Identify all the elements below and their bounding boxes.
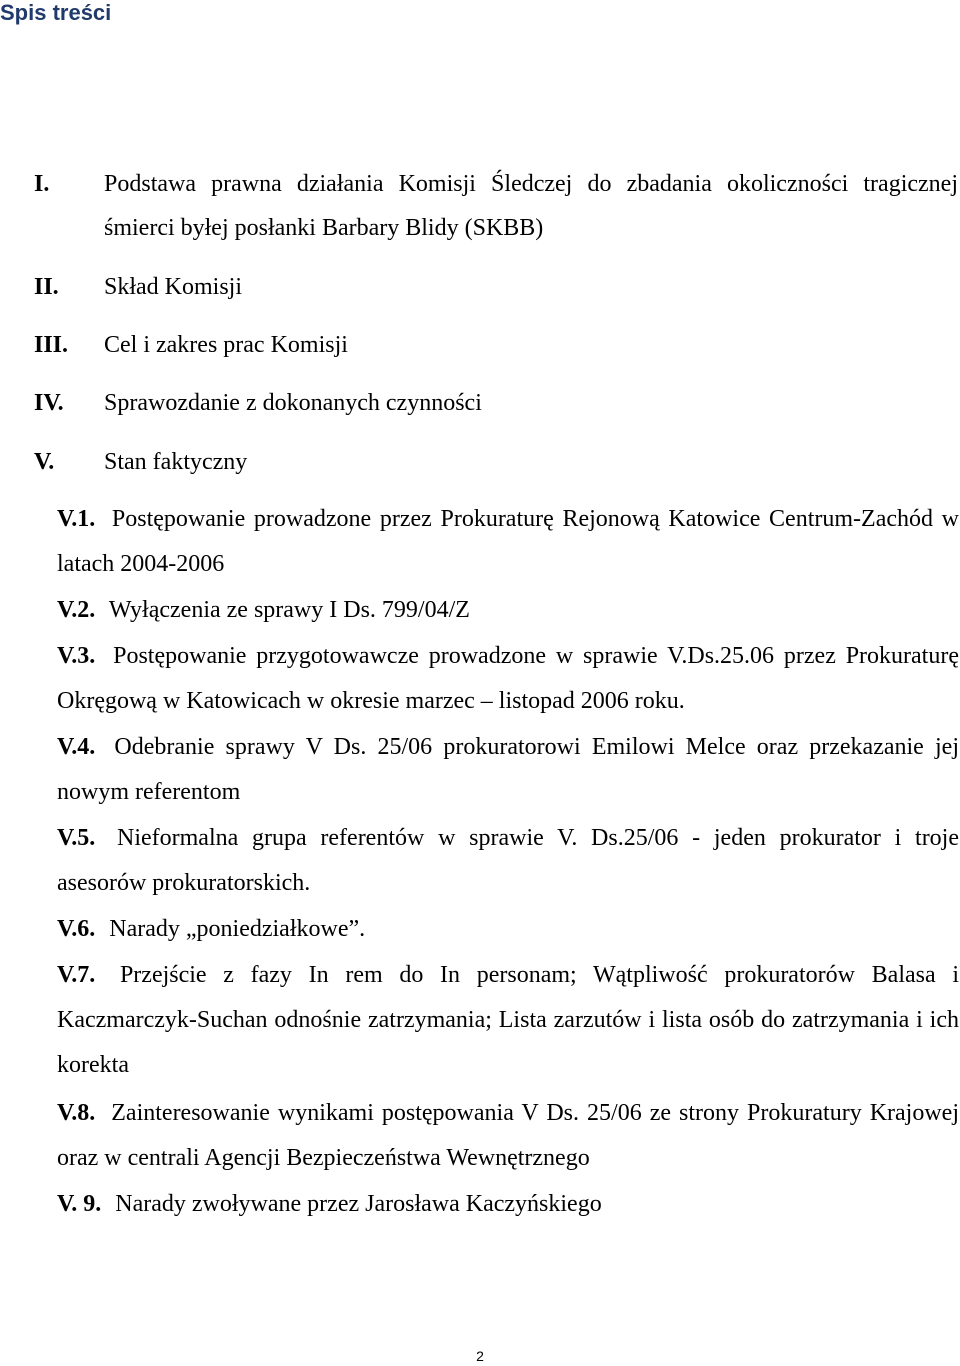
toc-entry-number: V. bbox=[34, 449, 55, 475]
toc-subentry-v5[interactable] bbox=[57, 816, 959, 906]
toc-entry-number: III. bbox=[34, 332, 69, 358]
toc-subentry-v6[interactable] bbox=[57, 907, 959, 952]
toc-subentry-v7[interactable] bbox=[57, 953, 959, 1088]
toc-entry-number: I. bbox=[34, 171, 50, 197]
toc-subentry-number: V.3. bbox=[57, 643, 96, 669]
toc-subentry-v1[interactable] bbox=[57, 497, 959, 587]
toc-subentry-v9[interactable] bbox=[57, 1182, 959, 1227]
toc-subentry-number: V.8. bbox=[57, 1100, 96, 1126]
toc-subentry-text: Postępowanie prowadzone przez Prokuraturę Rejonową Katowice Centrum-Zachód w latach 2004-2006 bbox=[57, 506, 959, 577]
toc-entry-text: Sprawozdanie z dokonanych czynności bbox=[104, 390, 482, 416]
toc-entry-number: IV. bbox=[34, 390, 64, 416]
toc-subentry-number: V.7. bbox=[57, 962, 96, 988]
toc-subentry-text: Wyłączenia ze sprawy I Ds. 799/04/Z bbox=[108, 597, 470, 623]
toc-subentry-text: Zainteresowanie wynikami postępowania V Ds. 25/06 ze strony Prokuratury Krajowej oraz w centrali Agencji Bezpieczeństwa Wewnętrznego bbox=[57, 1100, 959, 1171]
toc-subentry-number: V. 9. bbox=[57, 1191, 102, 1217]
toc-subentry-v2[interactable] bbox=[57, 588, 959, 633]
toc-subentry-v8[interactable] bbox=[57, 1091, 959, 1181]
toc-subentry-number: V.2. bbox=[57, 597, 96, 623]
toc-subentry-v4[interactable] bbox=[57, 725, 959, 815]
toc-entry-text: Stan faktyczny bbox=[104, 449, 248, 475]
page-number: 2 bbox=[476, 1348, 484, 1364]
toc-subentry-text: Odebranie sprawy V Ds. 25/06 prokuratorowi Emilowi Melce oraz przekazanie jej nowym referentom bbox=[57, 734, 959, 805]
toc-subentry-text: Narady zwoływane przez Jarosława Kaczyńskiego bbox=[115, 1191, 602, 1217]
toc-subentry-number: V.5. bbox=[57, 825, 96, 851]
toc-subentry-text: Narady „poniedziałkowe”. bbox=[109, 916, 366, 942]
toc-entry-text: Skład Komisji bbox=[104, 274, 243, 300]
toc-entry-text: Podstawa prawna działania Komisji Śledczej do zbadania okoliczności tragicznej śmierci byłej posłanki Barbary Blidy (SKBB) bbox=[104, 171, 958, 241]
toc-subentry-text: Nieformalna grupa referentów w sprawie V. Ds.25/06 - jeden prokurator i troje asesorów prokuratorskich. bbox=[57, 825, 959, 896]
page-title: Spis treści bbox=[0, 0, 112, 25]
toc-subentry-number: V.1. bbox=[57, 506, 96, 532]
toc-subentry-number: V.6. bbox=[57, 916, 96, 942]
toc-subentry-text: Postępowanie przygotowawcze prowadzone w sprawie V.Ds.25.06 przez Prokuraturę Okręgową w Katowicach w okresie marzec – listopad 2006 roku. bbox=[57, 643, 959, 714]
toc-entry-text: Cel i zakres prac Komisji bbox=[104, 332, 348, 358]
toc-entry-number: II. bbox=[34, 274, 59, 300]
toc-subentry-number: V.4. bbox=[57, 734, 96, 760]
toc-subentry-text: Przejście z fazy In rem do In personam; Wątpliwość prokuratorów Balasa i Kaczmarczyk-Suchan odnośnie zatrzymania; Lista zarzutów i lista osób do zatrzymania i ich korekta bbox=[57, 962, 959, 1078]
toc-subentry-v3[interactable] bbox=[57, 634, 959, 724]
